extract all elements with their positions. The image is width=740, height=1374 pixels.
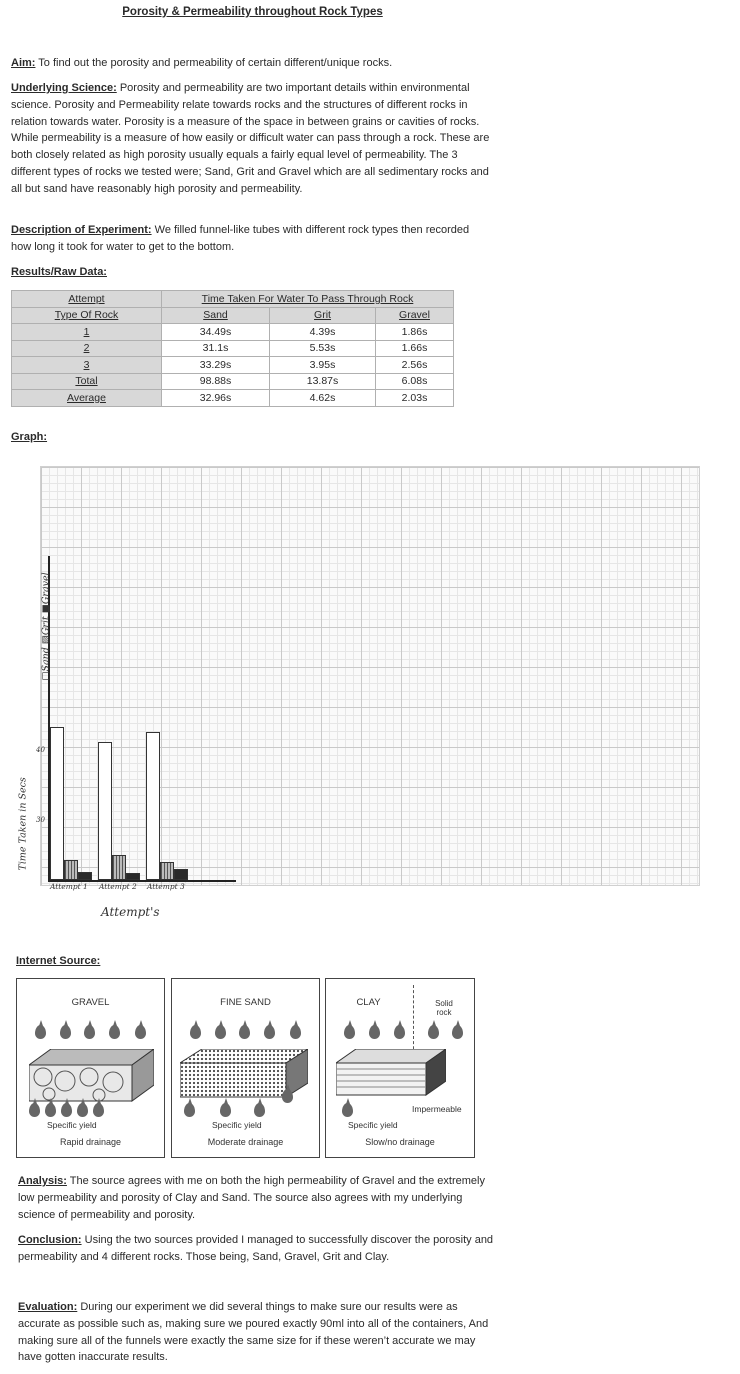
evaluation-label: Evaluation: (18, 1301, 78, 1313)
x-axis-label: Attempt's (101, 905, 160, 919)
cell: 31.1s (162, 340, 270, 357)
cell: 98.88s (162, 373, 270, 390)
solid-rock-label: Solid rock (435, 999, 453, 1017)
gravel-block-icon (29, 1049, 154, 1104)
water-drop-icon (190, 1025, 201, 1039)
analysis-text: The source agrees with me on both the high permeability of Gravel and the extremely low permeability and porosity of Clay and Sand. The source also agrees with my underlying science of permeability and porosity. (18, 1175, 485, 1221)
row-label: 1 (12, 324, 162, 341)
water-drop-icon (215, 1025, 226, 1039)
gravel-yield: Specific yield (47, 1120, 97, 1130)
aim-label: Aim: (11, 57, 36, 69)
cell: 2.03s (376, 390, 454, 407)
water-drop-icon (109, 1025, 120, 1039)
impermeable-label: Impermeable (412, 1104, 462, 1114)
gravel-panel (16, 978, 165, 1158)
fine-sand-panel (171, 978, 320, 1158)
cell: 3.95s (270, 357, 376, 374)
aim-paragraph (11, 55, 496, 72)
cell: 4.39s (270, 324, 376, 341)
water-drop-icon (394, 1025, 405, 1039)
table-row (12, 357, 454, 374)
water-drop-icon (77, 1103, 88, 1117)
tick-label-30: 30 (36, 816, 45, 824)
x-tick-label: Attempt 3 (147, 882, 185, 891)
water-drop-icon (60, 1025, 71, 1039)
x-tick-label: Attempt 1 (50, 882, 88, 891)
group-header: Time Taken For Water To Pass Through Rock (162, 291, 454, 308)
water-drop-icon (282, 1089, 293, 1103)
bar-grit-3 (160, 862, 174, 880)
water-drop-icon (220, 1103, 231, 1117)
water-drop-icon (184, 1103, 195, 1117)
sand-title: FINE SAND (220, 997, 271, 1008)
bar-grit-2 (112, 855, 126, 880)
analysis-label: Analysis: (18, 1175, 67, 1187)
gravel-title: GRAVEL (71, 997, 110, 1008)
conclusion-label: Conclusion: (18, 1234, 82, 1246)
internet-source-heading: Internet Source: (16, 955, 101, 967)
x-tick-label: Attempt 2 (99, 882, 137, 891)
underlying-science-paragraph (11, 80, 496, 198)
row-label: Average (12, 390, 162, 407)
water-drop-icon (342, 1103, 353, 1117)
table-row (12, 390, 454, 407)
water-drop-icon (428, 1025, 439, 1039)
bar-grit-1 (64, 860, 78, 880)
water-drop-icon (93, 1103, 104, 1117)
water-drop-icon (45, 1103, 56, 1117)
cell: 5.53s (270, 340, 376, 357)
table-row (12, 340, 454, 357)
conclusion-text: Using the two sources provided I managed to successfully discover the porosity and permeability and 4 different rocks. Those being, Sand, Gravel, Grit and Clay. (18, 1234, 494, 1263)
cell: 32.96s (162, 390, 270, 407)
y-axis-label: Time Taken in Secs (17, 777, 29, 871)
table-row (12, 324, 454, 341)
col-grit: Grit (270, 307, 376, 324)
sand-yield: Specific yield (212, 1120, 262, 1130)
type-header: Type Of Rock (12, 307, 162, 324)
sand-drainage: Moderate drainage (207, 1137, 284, 1147)
clay-title: CLAY (356, 997, 381, 1008)
water-drop-icon (254, 1103, 265, 1117)
water-drop-icon (344, 1025, 355, 1039)
clay-block-icon (336, 1049, 446, 1099)
clay-panel (325, 978, 475, 1158)
gravel-drainage: Rapid drainage (59, 1137, 122, 1147)
cell: 1.66s (376, 340, 454, 357)
cell: 6.08s (376, 373, 454, 390)
water-drop-icon (452, 1025, 463, 1039)
tick-label-40: 40 (36, 746, 45, 754)
water-drop-icon (264, 1025, 275, 1039)
bar-gravel-3 (174, 869, 188, 880)
cell: 4.62s (270, 390, 376, 407)
water-drop-icon (29, 1103, 40, 1117)
clay-drainage: Slow/no drainage (365, 1137, 435, 1147)
water-drop-icon (239, 1025, 250, 1039)
conclusion-paragraph (18, 1232, 498, 1266)
row-label: 3 (12, 357, 162, 374)
water-drop-icon (135, 1025, 146, 1039)
bar-chart (36, 466, 700, 886)
bar-gravel-1 (78, 872, 92, 880)
bar-sand-1 (50, 727, 64, 880)
aim-text: To find out the porosity and permeability of certain different/unique rocks. (35, 57, 393, 69)
col-sand: Sand (162, 307, 270, 324)
graph-paper (40, 466, 700, 886)
cell: 33.29s (162, 357, 270, 374)
results-heading: Results/Raw Data: (11, 266, 107, 278)
graph-heading: Graph: (11, 431, 48, 443)
water-drop-icon (35, 1025, 46, 1039)
analysis-paragraph (18, 1173, 493, 1223)
chart-legend: □Sand ▨Grit ■Gravel (40, 572, 52, 681)
table-row (12, 373, 454, 390)
underlying-text: Porosity and permeability are two important details within environmental science. Porosity and Permeability relate towards rocks and the structures of different rocks in relation towards water. Porosity is a measure of the space in between grains or cavities of rocks. While permeability is a measure of how easily or difficult water can pass through a rock. These are both closely related as high porosity usually equals a fairly equal level of permeability. The 3 different types of rocks we tested were; Sand, Grit and Gravel which are all sedimentary rocks and all but sand have reasonably high porosity and permeability. (11, 82, 490, 195)
cell: 2.56s (376, 357, 454, 374)
evaluation-text: During our experiment we did several things to make sure our results were as accurate as possible such as, making sure we poured exactly 90ml into all of the containers, And making sure all of the funnels were exactly the same size for if these weren’t accurate we may have gotten inaccurate results. (18, 1301, 489, 1364)
underlying-label: Underlying Science: (11, 82, 117, 94)
bar-gravel-2 (126, 873, 140, 880)
water-drop-icon (290, 1025, 301, 1039)
description-paragraph (11, 222, 471, 256)
water-drop-icon (61, 1103, 72, 1117)
clay-yield: Specific yield (348, 1120, 398, 1130)
table-header-row (12, 291, 454, 308)
results-table (11, 290, 454, 407)
row-label: Total (12, 373, 162, 390)
description-label: Description of Experiment: (11, 224, 152, 236)
cell: 13.87s (270, 373, 376, 390)
page-title: Porosity & Permeability throughout Rock Types (122, 6, 383, 18)
cell: 1.86s (376, 324, 454, 341)
description-text: We filled funnel-like tubes with different rock types then recorded how long it took for water to get to the bottom. (11, 224, 470, 253)
bar-sand-3 (146, 732, 160, 880)
water-drop-icon (369, 1025, 380, 1039)
bar-sand-2 (98, 742, 112, 880)
table-subheader-row (12, 307, 454, 324)
attempt-header: Attempt (12, 291, 162, 308)
cell: 34.49s (162, 324, 270, 341)
col-gravel: Gravel (376, 307, 454, 324)
water-drop-icon (84, 1025, 95, 1039)
evaluation-paragraph (18, 1299, 498, 1366)
row-label: 2 (12, 340, 162, 357)
